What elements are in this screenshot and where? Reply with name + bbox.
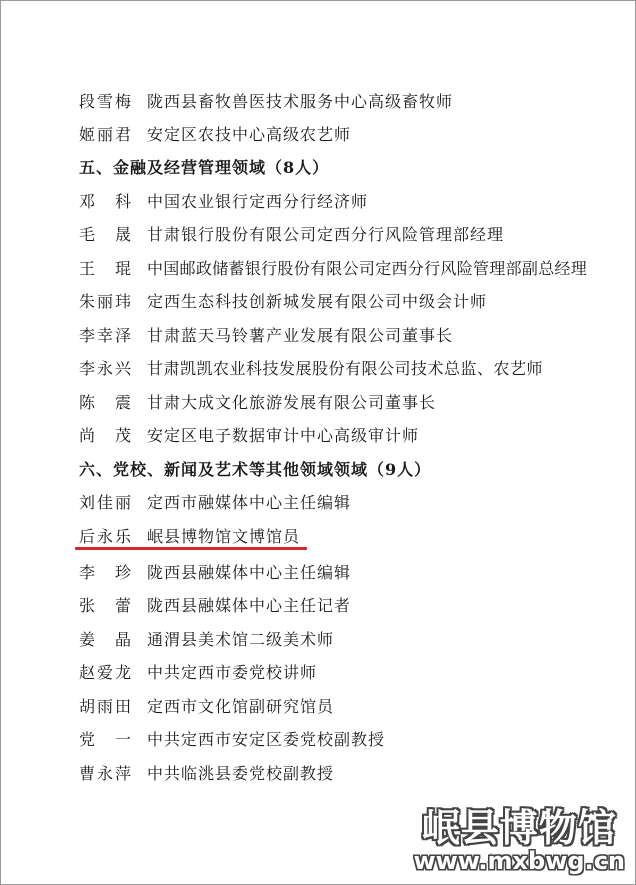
person-title: 安定区农技中心高级农艺师: [147, 125, 352, 144]
red-underline: [75, 547, 307, 550]
person-name: 王 琨: [79, 259, 134, 278]
person-title: 中国农业银行定西分行经济师: [147, 192, 369, 211]
person-name: 邓 科: [79, 192, 134, 211]
list-item: [79, 223, 504, 247]
list-item: [79, 90, 453, 114]
person-title: 甘肃蓝天马铃薯产业发展有限公司董事长: [147, 326, 454, 345]
person-title: 甘肃大成文化旅游发展有限公司董事长: [147, 393, 437, 412]
list-item: [79, 190, 368, 214]
person-title: 通渭县美术馆二级美术师: [147, 630, 335, 649]
list-item: [79, 424, 419, 448]
person-name: 胡雨田: [79, 697, 134, 716]
person-name: 姬丽君: [79, 125, 134, 144]
list-item: [79, 695, 334, 719]
list-item: [79, 628, 334, 652]
person-title: 安定区电子数据审计中心高级审计师: [147, 426, 420, 445]
list-item: [79, 123, 351, 147]
person-title: 中国邮政储蓄银行股份有限公司定西分行风险管理部副总经理: [147, 259, 588, 278]
list-item: [79, 357, 543, 381]
list-item: [79, 491, 351, 515]
section-heading: 五、金融及经营管理领域（8人）: [79, 158, 330, 177]
person-name: 李 珍: [79, 563, 134, 582]
list-item: [79, 762, 334, 786]
person-name: 赵爱龙: [79, 663, 134, 682]
person-name: 李幸泽: [79, 326, 134, 345]
person-title: 陇西县畜牧兽医技术服务中心高级畜牧师: [147, 92, 454, 111]
person-title: 甘肃银行股份有限公司定西分行风险管理部经理: [147, 225, 505, 244]
person-name: 曹永萍: [79, 764, 134, 783]
list-item: [79, 257, 587, 281]
person-title: 甘肃凯凯农业科技发展股份有限公司技术总监、农艺师: [147, 359, 544, 378]
person-title: 中共定西市委党校讲师: [147, 663, 318, 682]
list-item-highlighted: [79, 525, 300, 549]
person-title: 中共定西市安定区委党校副教授: [147, 730, 386, 749]
list-item: [79, 594, 351, 618]
watermark-title: 岷县博物馆: [421, 806, 617, 850]
person-name: 尚 茂: [79, 426, 134, 445]
person-title: 定西市融媒体中心主任编辑: [147, 493, 352, 512]
person-title: 陇西县融媒体中心主任编辑: [147, 563, 352, 582]
person-title: 定西生态科技创新城发展有限公司中级会计师: [147, 292, 488, 311]
list-item: [79, 561, 351, 585]
person-title: 定西市文化馆副研究馆员: [147, 697, 335, 716]
list-item: [79, 290, 487, 314]
section-heading: 六、党校、新闻及艺术等其他领域领域（9人）: [79, 460, 432, 479]
person-name: 刘佳丽: [79, 493, 134, 512]
person-name: 党 一: [79, 730, 134, 749]
person-name: 陈 震: [79, 393, 134, 412]
person-name: 段雪梅: [79, 92, 134, 111]
person-name: 后永乐: [79, 527, 134, 546]
person-name: 朱丽玮: [79, 292, 134, 311]
person-title: 陇西县融媒体中心主任记者: [147, 596, 352, 615]
person-name: 张 蕾: [79, 596, 134, 615]
list-item: [79, 728, 385, 752]
person-title: 中共临洮县委党校副教授: [147, 764, 335, 783]
watermark: [413, 806, 625, 875]
person-title: 岷县博物馆文博馆员: [147, 527, 301, 546]
person-name: 姜 晶: [79, 630, 134, 649]
list-item: [79, 391, 436, 415]
person-name: 毛 晟: [79, 225, 134, 244]
watermark-url: www.mxbwg.cn: [413, 846, 625, 875]
list-item: [79, 324, 453, 348]
list-item: [79, 661, 317, 685]
person-name: 李永兴: [79, 359, 134, 378]
